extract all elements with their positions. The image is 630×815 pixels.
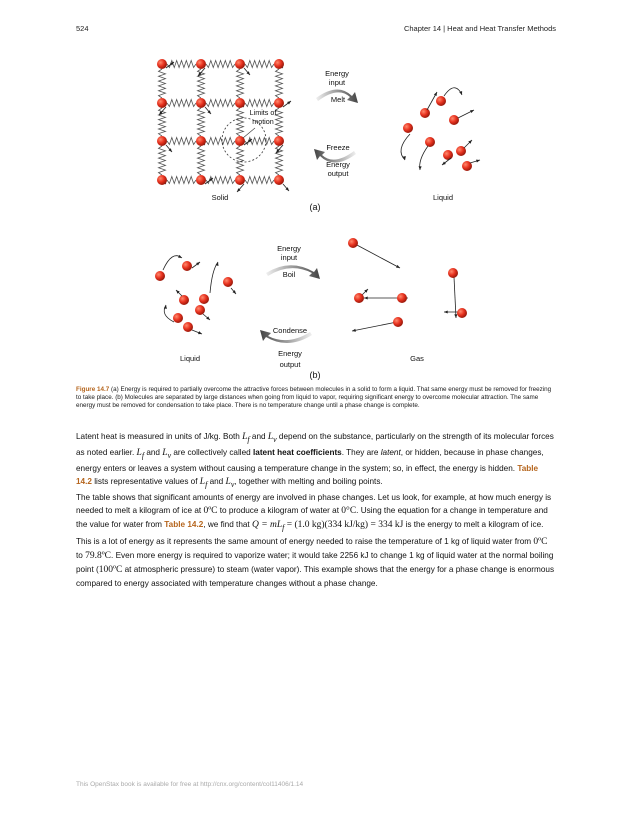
temp-0c-c: 0ºC [533, 536, 548, 547]
arrow-head [444, 310, 448, 313]
p1-text-6: . They are [341, 448, 381, 458]
math-lf: $L_f$ [242, 432, 250, 444]
molecule [195, 305, 205, 315]
temp-0c-a: 0ºC [203, 506, 218, 517]
molecule [393, 317, 403, 327]
molecule [173, 313, 183, 323]
molecule [157, 136, 167, 146]
p1-text-7: , or hidden, because in phase changes, energy enters or leaves a system without causing a temperature change in the system; so, in effect, the energy is hidden. [76, 448, 544, 474]
p1-text-5: are collectively called [171, 448, 253, 458]
table-14-2-link[interactable]: Table 14.2 [76, 464, 539, 487]
molecule [179, 295, 189, 305]
temp-100c: 100ºC [98, 564, 123, 575]
motion-arrow [355, 244, 400, 268]
molecule [235, 175, 245, 185]
molecule [196, 136, 206, 146]
freeze-label: Freeze [326, 143, 350, 152]
spring [245, 61, 274, 68]
latent-term: latent [380, 448, 401, 458]
figure-b [0, 232, 630, 382]
paragraph-example [76, 491, 556, 590]
spring [167, 100, 196, 107]
molecule [274, 175, 284, 185]
spring [159, 69, 166, 98]
molecule [348, 238, 358, 248]
spring [245, 100, 274, 107]
chapter-header: Chapter 14 | Heat and Heat Transfer Methods [403, 24, 556, 33]
molecule [223, 277, 233, 287]
figure-b-label: (b) [309, 370, 321, 380]
math-lv-3: $L_v$ [225, 477, 235, 490]
motion-curve [401, 134, 410, 160]
p1-text-3: depend on the substance, particularly on the strength of its molecular forces as noted earlier. [76, 432, 554, 458]
molecule [457, 308, 467, 318]
latent-heat-coefficients-term: latent heat coefficients [253, 448, 342, 458]
liquid-label-b: Liquid [179, 354, 201, 363]
arrow-head [364, 296, 368, 299]
spring [198, 146, 205, 175]
math-lv-2: $L_v$ [162, 448, 172, 460]
spring [237, 146, 244, 175]
p1-text-8: lists representative values of [91, 477, 200, 487]
p2-text-6: to [76, 550, 86, 560]
spring [206, 100, 235, 107]
molecule [196, 175, 206, 185]
arrow-head [476, 160, 480, 163]
p2-text-3: . Using the equation for a change in temperature and the value for water from [76, 506, 548, 530]
footer-note: This OpenStax book is available for free at http://cnx.org/content/col11406/1.14 [76, 781, 304, 788]
spring [159, 146, 166, 175]
p1-text-9: and [207, 477, 226, 487]
caption-text: (a) Energy is required to partially overcome the attractive forces between molecules in a solid to form a liquid. That same energy must be removed for freezing to take place. (b) Molecules are separated by large distances when going from liquid to vapor, requiring significant energy to overcome molecular attraction. The same energy must be removed for condensation to take place. There is no temperature change until a phase change is complete. [76, 386, 552, 410]
p2-text-4: , we find that [203, 520, 252, 530]
math-lv: $L_v$ [267, 432, 277, 444]
energy-input-label-b1: Energy [277, 244, 301, 253]
molecule [274, 98, 284, 108]
gas-molecules [348, 238, 467, 332]
energy-input-label-1: Energy [325, 69, 349, 78]
molecule [196, 59, 206, 69]
limits-pointer [243, 128, 255, 138]
motion-curve [444, 88, 462, 96]
molecule [235, 98, 245, 108]
molecule [155, 271, 165, 281]
spring [167, 177, 196, 184]
arrow-head [454, 314, 457, 318]
spring [237, 69, 244, 98]
molecule [157, 98, 167, 108]
limits-label-1: Limits of [249, 108, 277, 117]
spring [198, 108, 205, 136]
motion-arrow [352, 322, 397, 331]
figure-caption [76, 386, 554, 411]
molecule [436, 96, 446, 106]
spring [159, 108, 166, 136]
liquid-molecules-a [401, 88, 480, 171]
limits-label-2: motion [252, 117, 274, 126]
spring [206, 61, 235, 68]
molecule [443, 150, 453, 160]
molecule [403, 123, 413, 133]
energy-output-label-2: output [327, 169, 349, 178]
molecule [274, 136, 284, 146]
spring [276, 69, 283, 98]
p1-text-1: Latent heat is measured in units of J/kg. Both [76, 432, 243, 441]
p2-text-5: is the energy to melt a kilogram of ice. This is a lot of energy as it represents the same amount of energy needed to raise the temperature of 1 kg of liquid water from [76, 520, 544, 546]
molecule [182, 261, 192, 271]
p2-text-8: at atmospheric pressure) to steam (water vapor). This example shows that the energy for a phase change is enormous compared to energy associated with temperature changes without a phase change. [76, 564, 555, 589]
energy-output-label-1: Energy [326, 160, 350, 169]
melt-label: Melt [330, 95, 346, 104]
energy-input-label-b2: input [280, 253, 298, 262]
liquid-label-a: Liquid [432, 193, 454, 202]
gas-label: Gas [410, 354, 424, 363]
energy-output-label-b1: Energy [278, 349, 302, 358]
spring [198, 69, 205, 98]
liquid-molecules-b [155, 255, 236, 334]
paragraph-latent-heat [76, 430, 556, 491]
motion-curve [210, 262, 218, 293]
molecule [448, 268, 458, 278]
boil-label: Boil [282, 270, 296, 279]
caption-label: Figure 14.7 [76, 386, 110, 393]
math-lf-3: $L_f$ [199, 477, 208, 490]
solid-label: Solid [211, 193, 229, 202]
spring [237, 108, 244, 136]
molecule [199, 294, 209, 304]
molecule [449, 115, 459, 125]
p2-text-2: to produce a kilogram of water at [217, 506, 342, 516]
molecule [420, 108, 430, 118]
page-number: 524 [76, 24, 89, 33]
figure-a-label: (a) [309, 202, 321, 212]
spring [276, 108, 283, 136]
table-14-2-link-2[interactable]: Table 14.2 [164, 520, 204, 530]
spring [245, 177, 274, 184]
arrow-head [198, 331, 202, 334]
molecule [157, 59, 167, 69]
motion-curve [163, 256, 182, 270]
molecule [196, 98, 206, 108]
math-lf-2: $L_f$ [136, 448, 145, 460]
energy-output-label-b2: output [279, 360, 301, 369]
temp-79-8c: 79.8ºC [85, 550, 112, 561]
energy-input-label-2: input [328, 78, 346, 87]
p2-text-1: The table shows that significant amounts of energy are involved in phase changes. Let us look, for example, at how much energy is needed to melt a kilogram of ice at [76, 493, 552, 516]
arrow-head [419, 166, 422, 170]
molecule [157, 175, 167, 185]
arrow-head [352, 329, 356, 332]
spring [167, 138, 196, 145]
p1-text-2: and [249, 432, 268, 441]
molecule [274, 59, 284, 69]
spring [206, 138, 235, 145]
p2-text-7: . Even more energy is required to vaporize water; it would take 2256 kJ to change 1 kg of liquid water at the normal boiling point ( [76, 550, 554, 574]
math-equation: $Q = mL_f = (1.0$ kg)(334 kJ/kg) = 334 kJ [251, 520, 404, 533]
molecule [235, 59, 245, 69]
molecule [425, 137, 435, 147]
p1-text-4: and [144, 448, 163, 458]
molecule [183, 322, 193, 332]
molecule [354, 293, 364, 303]
p1-text-10: , together with melting and boiling points. [234, 477, 383, 487]
temp-0c-b: 0°C [341, 506, 357, 517]
molecule [397, 293, 407, 303]
spring [276, 146, 283, 175]
condense-label: Condense [272, 326, 308, 335]
